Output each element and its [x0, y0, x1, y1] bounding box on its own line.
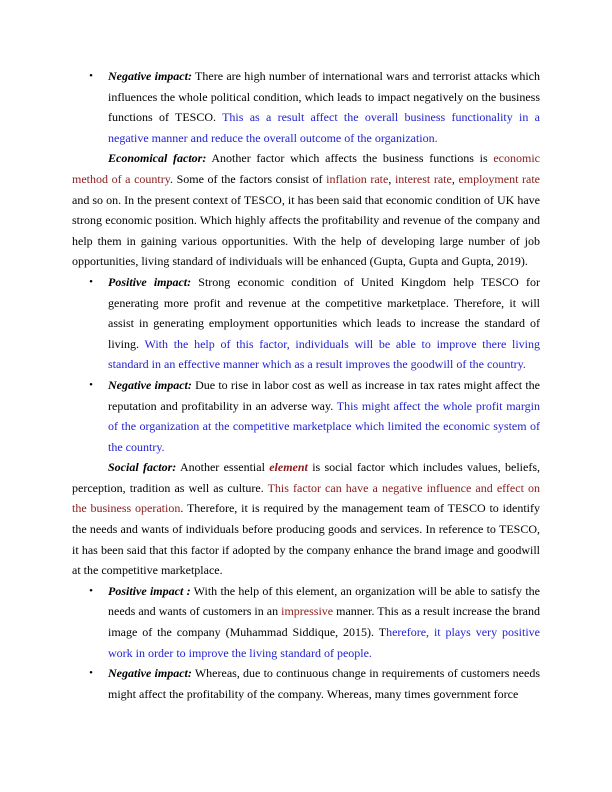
- highlighted-text: This as a result affect the overall business functionality in a negative manner and reduce the overall outcome of the organization.: [108, 110, 540, 145]
- item-heading: Negative impact:: [108, 69, 192, 83]
- highlighted-text: herefore, it plays very positive work in order to improve the living standard of people.: [108, 625, 540, 660]
- paragraph-text: . Therefore, it is required by the management team of TESCO to identify the needs and wants of individuals before producing goods and services. In reference to TESCO, it has been said that this factor if adopted by the company enhance the brand image and goodwill at the competitive marketplace.: [72, 501, 540, 578]
- highlighted-text: This factor can have a negative influence and effect on the business operation: [72, 480, 540, 516]
- item-heading: Negative impact:: [108, 377, 192, 392]
- bullet-icon: •: [89, 70, 93, 82]
- paragraph-text: Another factor which affects the business functions is: [206, 151, 494, 166]
- item-heading: Negative impact:: [108, 666, 192, 681]
- political-negative-impact-item: [72, 66, 540, 148]
- highlighted-term: element: [269, 460, 308, 475]
- bullet-icon: •: [89, 378, 93, 391]
- paragraph-heading: Social factor:: [108, 460, 177, 475]
- paragraph-text: ,: [388, 171, 395, 186]
- item-text: There are high number of international wars and terrorist attacks which influences the whole political condition, which leads to impact negatively on the business functions of TESCO.: [108, 69, 541, 125]
- bullet-icon: •: [89, 667, 93, 680]
- item-text: Whereas, due to continuous change in requirements of customers needs might affect the profitability of the company. Whereas, many times government force: [108, 666, 540, 701]
- item-text: manner. This as a result increase the brand image of the company (Muhammad Siddique, 2015). T: [108, 604, 540, 640]
- paragraph-text: . Some of the factors consist of: [169, 171, 327, 186]
- highlighted-text: This might affect the whole profit margin of the organization at the competitive marketplace which limited the economic system of the country.: [108, 398, 540, 454]
- paragraph-text: ,: [451, 171, 459, 186]
- highlighted-term: impressive: [281, 604, 334, 619]
- economical-positive-impact-item: [72, 272, 540, 375]
- social-positive-impact-item: [72, 581, 540, 663]
- paragraph-heading: Economical factor:: [108, 151, 207, 166]
- highlighted-text: With the help of this factor, individuals will be able to improve there living standard in an effective manner which as a result improves the goodwill of the country.: [108, 336, 540, 372]
- bullet-icon: •: [89, 584, 93, 597]
- highlighted-term: employment rate: [458, 171, 541, 186]
- paragraph-text: is social factor which includes values, beliefs, perception, tradition as well as culture.: [72, 460, 540, 495]
- highlighted-term: interest rate: [394, 171, 452, 186]
- social-negative-impact-item: [72, 663, 540, 704]
- item-heading: Positive impact :: [108, 583, 191, 598]
- highlighted-term: inflation rate: [326, 171, 389, 186]
- paragraph-text: and so on. In the present context of TESCO, it has been said that economic condition of UK have strong economic position. Which highly affects the profitability and revenue of the company and help them in gaining various opportunities. With the help of developing large number of job opportunities, living standard of individuals will be enhanced (Gupta, Gupta and Gupta, 2019).: [72, 192, 540, 269]
- item-heading: Positive impact:: [108, 274, 192, 289]
- economical-negative-impact-item: [72, 375, 540, 457]
- item-text: Due to rise in labor cost as well as increase in tax rates might affect the reputation and profitability in an adverse way.: [108, 377, 540, 413]
- economical-factor-paragraph: [72, 148, 540, 272]
- paragraph-text: Another essential: [176, 460, 270, 475]
- highlighted-term: economic method of a country: [72, 151, 541, 186]
- bullet-icon: •: [89, 275, 93, 288]
- social-factor-paragraph: [72, 457, 540, 581]
- item-text: With the help of this element, an organization will be able to satisfy the needs and wants of customers in an: [108, 583, 541, 619]
- item-text: Strong economic condition of United Kingdom help TESCO for generating more profit and revenue at the competitive marketplace. Therefore, it will assist in generating employment opportunities which leads to increase the standard of living.: [108, 274, 540, 351]
